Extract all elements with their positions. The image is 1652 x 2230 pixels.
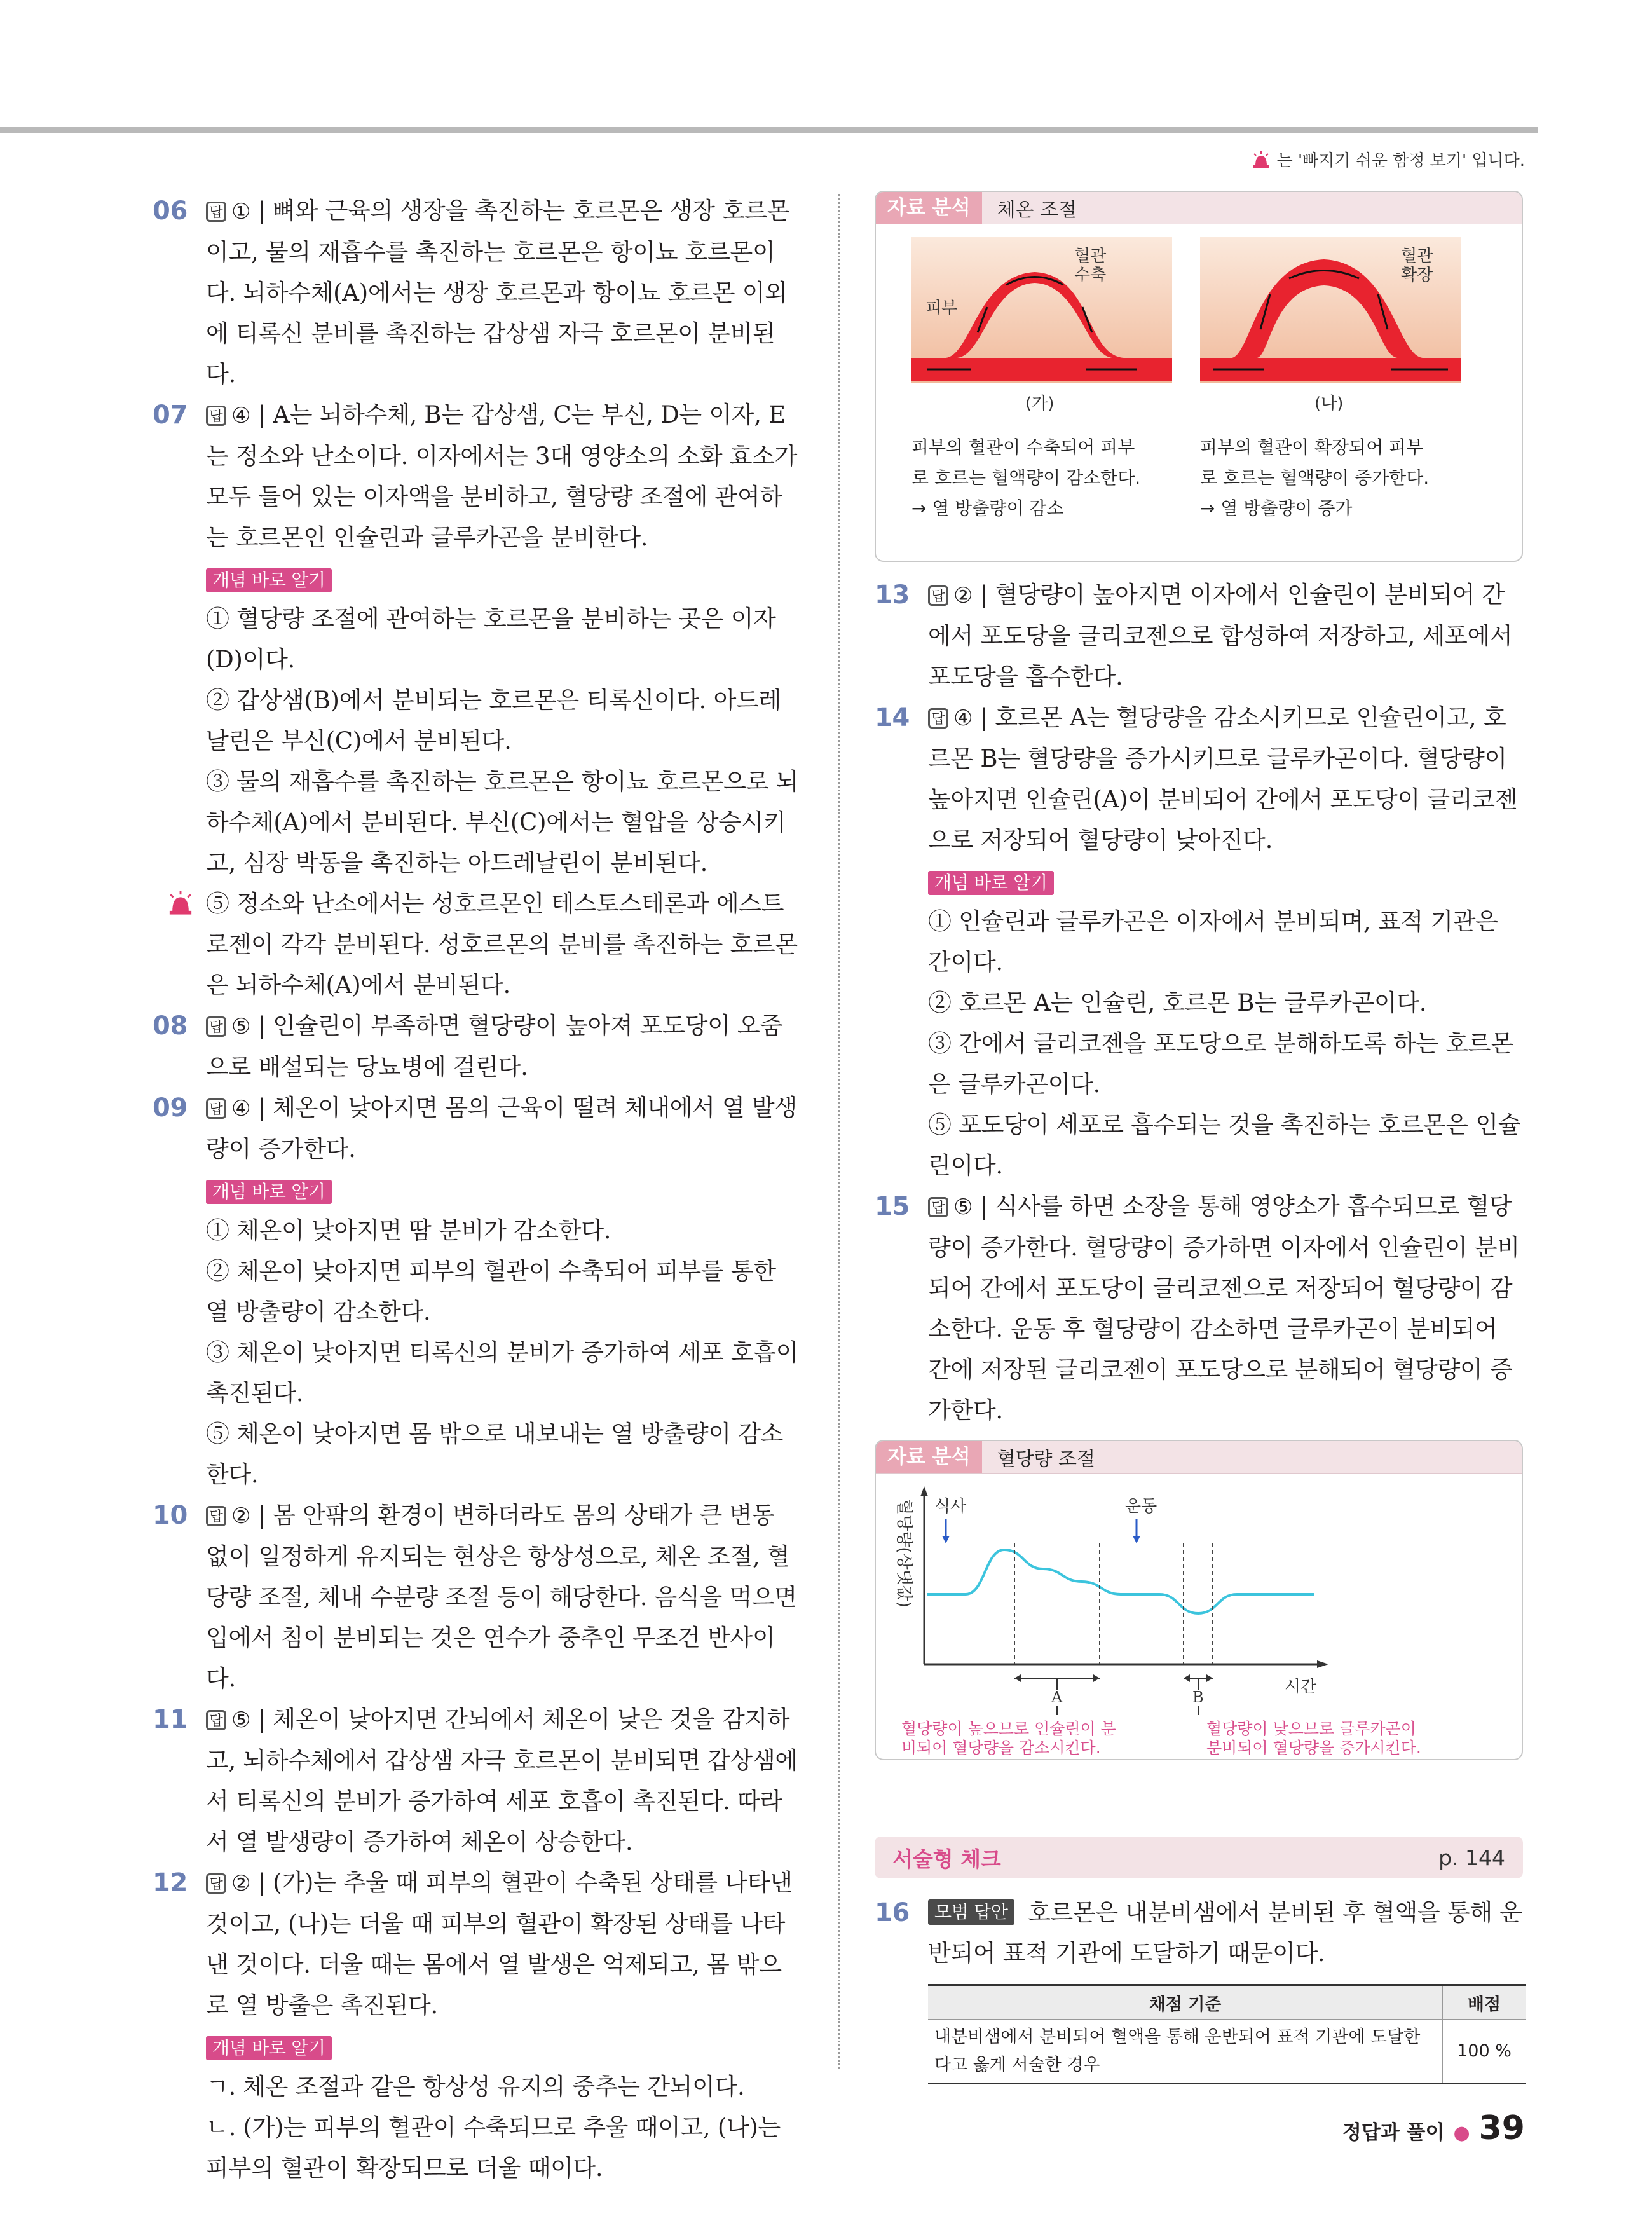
criteria-header: 채점 기준: [928, 1985, 1443, 2020]
item-number: 12: [153, 1868, 188, 1898]
caption-ga: (가): [1025, 394, 1055, 413]
answer-choice: ④: [231, 1096, 251, 1121]
item-number: 16: [875, 1898, 910, 1927]
answer-choice: ⑤: [231, 1707, 251, 1733]
concept-note: ① 체온이 낮아지면 땀 분비가 감소한다.: [206, 1217, 611, 1244]
item-number: 10: [153, 1501, 188, 1530]
data-analysis-box-temperature: [875, 191, 1523, 562]
grading-criteria-table: [928, 1984, 1526, 2084]
section-page-ref: p. 144: [1438, 1845, 1505, 1870]
answer-choice: ②: [953, 583, 973, 608]
desc-left-2: 로 흐르는 혈액량이 감소한다.: [911, 467, 1141, 488]
desc-left-3: → 열 방출량이 감소: [911, 498, 1064, 519]
item-number: 06: [153, 196, 188, 226]
concept-note-text: ⑤ 정소와 난소에서는 성호르몬인 테스토스테론과 에스트로젠이 각각 분비된다. 성호르몬의 분비를 촉진하는 호르몬은 뇌하수체(A)에서 분비된다.: [206, 890, 798, 999]
desc-right-2: 로 흐르는 혈액량이 증가한다.: [1200, 467, 1430, 488]
note-a-2: 비되어 혈당량을 감소시킨다.: [901, 1739, 1101, 1757]
answer-icon: 답: [206, 1098, 226, 1119]
mark-a: A: [1051, 1688, 1063, 1706]
box-title: 혈당량 조절: [997, 1448, 1096, 1470]
note-b-1: 혈당량이 낮으므로 글루카곤이: [1206, 1720, 1416, 1738]
alarm-icon: [1252, 151, 1271, 168]
answer-choice: ④: [953, 706, 973, 731]
y-axis-label: 혈당량(상댓값): [894, 1499, 913, 1608]
answer-choice: ②: [231, 1503, 251, 1529]
answer-icon: 답: [928, 585, 948, 606]
concept-note: ⑤ 체온이 낮아지면 몸 밖으로 내보내는 열 방출량이 감소한다.: [206, 1420, 784, 1488]
answer-choice: ④: [231, 403, 251, 428]
page-footer: [1342, 2109, 1525, 2147]
item-number: 09: [153, 1093, 188, 1123]
score-header: 배점: [1443, 1985, 1526, 2020]
meal-label: 식사: [934, 1497, 967, 1516]
answer-icon: 답: [928, 708, 948, 729]
answer-explanation: 체온이 낮아지면 간뇌에서 체온이 낮은 것을 감지하고, 뇌하수체에서 갑상샘 자극 호르몬이 분비되면 갑상샘에서 티록신의 분비가 증가하여 세포 호흡이 촉진된다. 따라서 열 발생량이 증가하여 체온이 상승한다.: [206, 1706, 798, 1856]
concept-note: ② 갑상샘(B)에서 분비되는 호르몬은 티록신이다. 아드레날린은 부신(C)에서 분비된다.: [206, 687, 781, 755]
concept-tag: 개념 바로 알기: [928, 871, 1054, 895]
answer-explanation: 호르몬 A는 혈당량을 감소시키므로 인슐린이고, 호르몬 B는 혈당량을 증가시키므로 글루카곤이다. 혈당량이 높아지면 인슐린(A)이 분비되어 간에서 포도당이 글리코젠으로 저장되어 혈당량이 낮아진다.: [928, 704, 1518, 854]
panel-constricted: [911, 237, 1172, 413]
answer-icon: 답: [206, 1873, 226, 1894]
answer-item-08: 08 답 ⑤ | 인슐린이 부족하면 혈당량이 높아져 포도당이 오줌으로 배설되는 당뇨병에 걸린다.: [153, 1006, 801, 1088]
answer-icon: 답: [206, 1506, 226, 1526]
desc-right-1: 피부의 혈관이 확장되어 피부: [1200, 437, 1424, 458]
answer-explanation: (가)는 추울 때 피부의 혈관이 수축된 상태를 나타낸 것이고, (나)는 더울 때 피부의 혈관이 확장된 상태를 나타낸 것이다. 더울 때는 몸에서 열 발생은 억제되고, 몸 밖으로 열 방출은 촉진된다.: [206, 1869, 793, 2019]
left-column: [153, 191, 801, 2189]
concept-note: ㄴ. (가)는 피부의 혈관이 수축되므로 추울 때이고, (나)는 피부의 혈관이 확장되므로 더울 때이다.: [206, 2114, 781, 2182]
concept-note: ③ 물의 재흡수를 촉진하는 호르몬은 항이뇨 호르몬으로 뇌하수체(A)에서 분비된다. 부신(C)에서는 혈압을 상승시키고, 심장 박동을 촉진하는 아드레날린이 분비된다.: [206, 768, 799, 877]
answer-item-11: 11 답 ⑤ | 체온이 낮아지면 간뇌에서 체온이 낮은 것을 감지하고, 뇌하수체에서 갑상샘 자극 호르몬이 분비되면 갑상샘에서 티록신의 분비가 증가하여 세포 호흡이 촉진된다. 따라서 열 발생량이 증가하여 체온이 상승한다.: [153, 1699, 801, 1863]
dilate-label-2: 확장: [1401, 266, 1433, 285]
trap-alarm-icon: [167, 890, 195, 915]
box-header: [876, 192, 1522, 224]
answer-choice: ①: [231, 199, 251, 224]
blood-sugar-chart: [876, 1474, 1522, 1757]
answer-explanation: 몸 안팎의 환경이 변하더라도 몸의 상태가 큰 변동 없이 일정하게 유지되는 현상은 항상성으로, 체온 조절, 혈당량 조절, 체내 수분량 조절 등이 해당한다. 음식을 먹으면 입에서 침이 분비되는 것은 연수가 중추인 무조건 반사이다.: [206, 1501, 797, 1692]
caption-na: (나): [1314, 394, 1344, 413]
criteria-cell: 내분비샘에서 분비되어 혈액을 통해 운반되어 표적 기관에 도달한다고 옳게 서술한 경우: [928, 2020, 1443, 2084]
panel-dilated: [1200, 237, 1461, 413]
answer-icon: 답: [928, 1197, 948, 1217]
answer-item-14: 14 답 ④ | 호르몬 A는 혈당량을 감소시키므로 인슐린이고, 호르몬 B는 혈당량을 증가시키므로 글루카곤이다. 혈당량이 높아지면 인슐린(A)이 분비되어 간에서 포도당이 글리코젠으로 저장되어 혈당량이 낮아진다. 개념 바로 알기 ① 인슐린과 글루카곤은 이자에서 분비되며, 표적 기관은 간이다. ② 호르몬 A는 인슐린, 호르몬 B는 글루카곤이다. ③ 간에서 글리코젠을 포도당으로 분해하도록 하는 호르몬은 글루카곤이다. ⑤ 포도당이 세포로 흡수되는 것을 촉진하는 호르몬은 인슐린이다.: [875, 697, 1523, 1186]
answer-item-07: 07 답 ④ | A는 뇌하수체, B는 갑상샘, C는 부신, D는 이자, E는 정소와 난소이다. 이자에서는 3대 영양소의 소화 효소가 모두 들어 있는 이자액을 분비하고, 혈당량 조절에 관여하는 호르몬인 인슐린과 글루카곤을 분비한다. 개념 바로 알기 ① 혈당량 조절에 관여하는 호르몬을 분비하는 곳은 이자(D)이다. ② 갑상샘(B)에서 분비되는 호르몬은 티록신이다. 아드레날린은 부신(C)에서 분비된다. ③ 물의 재흡수를 촉진하는 호르몬은 항이뇨 호르몬으로 뇌하수체(A)에서 분비된다. 부신(C)에서는 혈압을 상승시키고, 심장 박동을 촉진하는 아드레날린이 분비된다. ⑤ 정소와 난소에서는 성호르몬인 테스토스테론과 에스트로젠이 각각 분비된다. 성호르몬의 분비를 촉진하는 호르몬은 뇌하수체(A)에서 분비된다.: [153, 395, 801, 1006]
answer-icon: 답: [206, 406, 226, 426]
concept-note: ③ 체온이 낮아지면 티록신의 분비가 증가하여 세포 호흡이 촉진된다.: [206, 1339, 799, 1407]
answer-choice: ②: [231, 1871, 251, 1896]
concept-tag: 개념 바로 알기: [206, 1180, 332, 1204]
answer-item-16: [875, 1892, 1523, 1974]
section-title: 서술형 체크: [892, 1846, 1001, 1871]
box-header: [876, 1441, 1522, 1474]
desc-left-1: 피부의 혈관이 수축되어 피부: [911, 437, 1135, 458]
model-answer-tag: 모범 답안: [928, 1899, 1014, 1925]
trap-notice: [1252, 147, 1525, 171]
exercise-label: 운동: [1125, 1497, 1157, 1516]
item-number: 11: [153, 1705, 188, 1734]
answer-explanation: 체온이 낮아지면 몸의 근육이 떨려 체내에서 열 발생량이 증가한다.: [206, 1094, 797, 1163]
concept-note: ② 체온이 낮아지면 피부의 혈관이 수축되어 피부를 통한 열 방출량이 감소한다.: [206, 1257, 776, 1325]
answer-icon: 답: [206, 1016, 226, 1037]
answer-icon: 답: [206, 1710, 226, 1730]
note-b-2: 분비되어 혈당량을 증가시킨다.: [1206, 1739, 1421, 1757]
right-column: [875, 191, 1523, 2084]
column-divider: [838, 194, 840, 2069]
item-number: 15: [875, 1192, 910, 1221]
item-number: 13: [875, 580, 910, 610]
concept-note: ㄱ. 체온 조절과 같은 항상성 유지의 중추는 간뇌이다.: [206, 2073, 745, 2100]
concept-note: ① 혈당량 조절에 관여하는 호르몬을 분비하는 곳은 이자(D)이다.: [206, 605, 776, 673]
dilate-label-1: 혈관: [1401, 247, 1433, 266]
blood-sugar-line: [927, 1550, 1314, 1613]
desc-right-3: → 열 방출량이 증가: [1200, 498, 1353, 519]
footer-label: 정답과 풀이: [1342, 2121, 1445, 2144]
answer-choice: ⑤: [231, 1014, 251, 1039]
answer-item-09: 09 답 ④ | 체온이 낮아지면 몸의 근육이 떨려 체내에서 열 발생량이 증가한다. 개념 바로 알기 ① 체온이 낮아지면 땀 분비가 감소한다. ② 체온이 낮아지면 피부의 혈관이 수축되어 피부를 통한 열 방출량이 감소한다. ③ 체온이 낮아지면 티록신의 분비가 증가하여 세포 호흡이 촉진된다. ⑤ 체온이 낮아지면 몸 밖으로 내보내는 열 방출량이 감소한다.: [153, 1088, 801, 1495]
concept-note: ⑤ 포도당이 세포로 흡수되는 것을 촉진하는 호르몬은 인슐린이다.: [928, 1111, 1521, 1179]
answer-explanation: 식사를 하면 소장을 통해 영양소가 흡수되므로 혈당량이 증가한다. 혈당량이 증가하면 이자에서 인슐린이 분비되어 간에서 포도당이 글리코젠으로 저장되어 혈당량이 감소한다. 운동 후 혈당량이 감소하면 글루카곤이 분비되어 간에 저장된 글리코젠이 포도당으로 분해되어 혈당량이 증가한다.: [928, 1193, 1520, 1424]
notice-text: 는 '빠지기 쉬운 함정 보기' 입니다.: [1276, 151, 1525, 170]
mark-b: B: [1192, 1688, 1204, 1706]
concept-note-trap: [206, 884, 801, 1006]
answer-item-10: 10 답 ② | 몸 안팎의 환경이 변하더라도 몸의 상태가 큰 변동 없이 일정하게 유지되는 현상은 항상성으로, 체온 조절, 혈당량 조절, 체내 수분량 조절 등이 해당한다. 음식을 먹으면 입에서 침이 분비되는 것은 연수가 중추인 무조건 반사이다.: [153, 1495, 801, 1699]
footer-bullet: ●: [1453, 2122, 1470, 2144]
box-label: 자료 분석: [876, 192, 982, 224]
page-number: 39: [1478, 2109, 1525, 2147]
answer-choice: ⑤: [953, 1194, 973, 1220]
constrict-label-2: 수축: [1074, 266, 1107, 285]
concept-note: ① 인슐린과 글루카곤은 이자에서 분비되며, 표적 기관은 간이다.: [928, 908, 1498, 976]
top-rule: [0, 127, 1538, 133]
constrict-label-1: 혈관: [1074, 247, 1107, 266]
model-answer-text: 호르몬은 내분비샘에서 분비된 후 혈액을 통해 운반되어 표적 기관에 도달하기 때문이다.: [928, 1899, 1522, 1967]
concept-note: ③ 간에서 글리코젠을 포도당으로 분해하도록 하는 호르몬은 글루카곤이다.: [928, 1030, 1513, 1098]
chart-marks: [927, 1550, 1314, 1613]
answer-item-15: 15 답 ⑤ | 식사를 하면 소장을 통해 영양소가 흡수되므로 혈당량이 증가한다. 혈당량이 증가하면 이자에서 인슐린이 분비되어 간에서 포도당이 글리코젠으로 저장되어 혈당량이 감소한다. 운동 후 혈당량이 감소하면 글루카곤이 분비되어 간에 저장된 글리코젠이 포도당으로 분해되어 혈당량이 증가한다.: [875, 1186, 1523, 1431]
answer-item-12: 12 답 ② | (가)는 추울 때 피부의 혈관이 수축된 상태를 나타낸 것이고, (나)는 더울 때 피부의 혈관이 확장된 상태를 나타낸 것이다. 더울 때는 몸에서 열 발생은 억제되고, 몸 밖으로 열 방출은 촉진된다. 개념 바로 알기 ㄱ. 체온 조절과 같은 항상성 유지의 중추는 간뇌이다. ㄴ. (가)는 피부의 혈관이 수축되므로 추울 때이고, (나)는 피부의 혈관이 확장되므로 더울 때이다.: [153, 1863, 801, 2189]
concept-tag: 개념 바로 알기: [206, 2036, 332, 2060]
essay-check-section: [875, 1837, 1523, 1878]
item-number: 07: [153, 400, 188, 430]
answer-explanation: 혈당량이 높아지면 이자에서 인슐린이 분비되어 간에서 포도당을 글리코젠으로 합성하여 저장하고, 세포에서 포도당을 흡수한다.: [928, 581, 1513, 690]
score-cell: 100 %: [1443, 2020, 1526, 2084]
answer-item-06: 06 답 ① | 뼈와 근육의 생장을 촉진하는 호르몬은 생장 호르몬이고, 물의 재흡수를 촉진하는 호르몬은 항이뇨 호르몬이다. 뇌하수체(A)에서는 생장 호르몬과 항이뇨 호르몬 이외에 티록신 분비를 촉진하는 갑상샘 자극 호르몬이 분비된다.: [153, 191, 801, 395]
item-number: 14: [875, 703, 910, 732]
x-axis-label: 시간: [1285, 1678, 1317, 1697]
concept-note: ② 호르몬 A는 인슐린, 호르몬 B는 글루카곤이다.: [928, 989, 1427, 1016]
answer-item-13: 13 답 ② | 혈당량이 높아지면 이자에서 인슐린이 분비되어 간에서 포도당을 글리코젠으로 합성하여 저장하고, 세포에서 포도당을 흡수한다.: [875, 575, 1523, 697]
skin-label: 피부: [925, 299, 958, 318]
answer-explanation: 인슐린이 부족하면 혈당량이 높아져 포도당이 오줌으로 배설되는 당뇨병에 걸린다.: [206, 1012, 782, 1081]
answer-explanation: 뼈와 근육의 생장을 촉진하는 호르몬은 생장 호르몬이고, 물의 재흡수를 촉진하는 호르몬은 항이뇨 호르몬이다. 뇌하수체(A)에서는 생장 호르몬과 항이뇨 호르몬 이외에 티록신 분비를 촉진하는 갑상샘 자극 호르몬이 분비된다.: [206, 197, 790, 388]
answer-explanation: A는 뇌하수체, B는 갑상샘, C는 부신, D는 이자, E는 정소와 난소이다. 이자에서는 3대 영양소의 소화 효소가 모두 들어 있는 이자액을 분비하고, 혈당량 조절에 관여하는 호르몬인 인슐린과 글루카곤을 분비한다.: [206, 401, 798, 551]
item-number: 08: [153, 1011, 188, 1041]
note-a-1: 혈당량이 높으므로 인슐린이 분: [901, 1720, 1116, 1738]
concept-tag: 개념 바로 알기: [206, 568, 332, 592]
data-analysis-box-blood-sugar: [875, 1440, 1523, 1760]
box-label: 자료 분석: [876, 1441, 982, 1473]
answer-icon: 답: [206, 202, 226, 222]
blood-vessel-diagram: [876, 224, 1522, 559]
box-title: 체온 조절: [997, 199, 1077, 221]
